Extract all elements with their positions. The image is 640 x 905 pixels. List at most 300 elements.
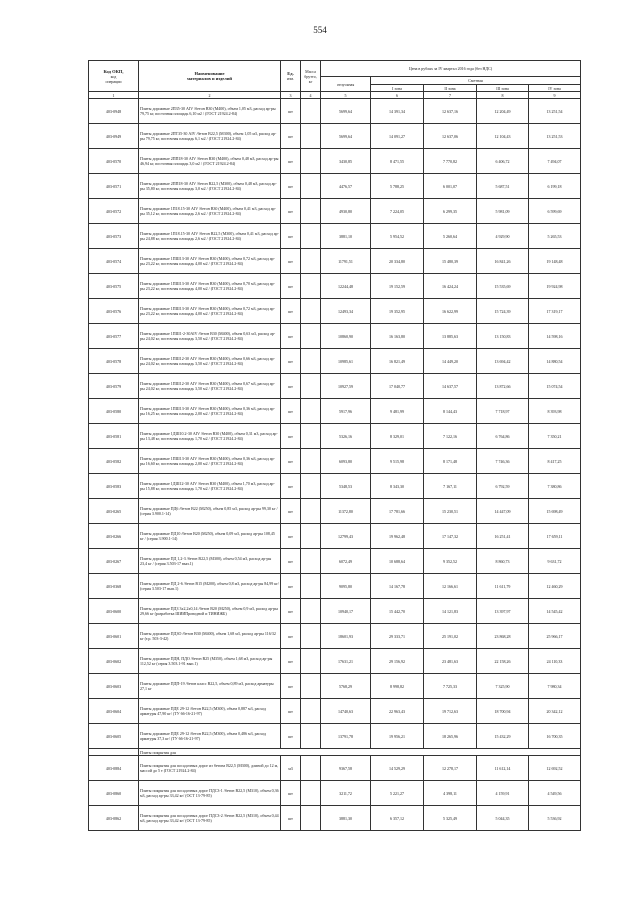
column-number: 8 [477,92,529,99]
row-price-otpusknaya: 17631,21 [321,649,371,674]
row-mass [301,399,321,424]
row-unit: шт [281,224,301,249]
row-price-zone-2: 13 885,63 [424,324,477,349]
row-code: 403-0603 [89,674,139,699]
row-price-zone-4: 8 417,25 [529,449,581,474]
row-price-otpusknaya: 12244,48 [321,274,371,299]
table-row [89,449,581,474]
row-mass [301,149,321,174]
row-price-otpusknaya: 4930,80 [321,199,371,224]
row-name: Плиты покрытия для посадочных дорог из бетона В22,5 (М300), длиной до 12 м, массой до 5 т (ГОСТ 21924.2-84) [139,756,281,781]
row-unit: шт [281,374,301,399]
row-price-zone-2: 7 122,16 [424,424,477,449]
row-mass [301,756,321,781]
row-mass [301,124,321,149]
row-name: Плиты дорожные 2ПП18-30 АIV /бетон В30 (М400), объем 0,48 м3, расход ар-ры 46,94 кг, посточная площадь 3,0 м2 / (ГОСТ 21924.2-84) [139,149,281,174]
header-zone-2: II зона [424,85,477,92]
row-price-zone-1: 16 821,49 [371,349,424,374]
row-name: Плиты дорожные ПД6 /бетон В22 (М250), объем 0,85 м3, расход ар-ры 99,30 кг / (серия 3.900.1-14) [139,499,281,524]
row-unit: шт [281,249,301,274]
row-code: 403-0576 [89,299,139,324]
row-price-zone-2: 5 260,64 [424,224,477,249]
row-price-zone-1: 14 529,29 [371,756,424,781]
row-price-otpusknaya: 11372,80 [321,499,371,524]
table-row [89,199,581,224]
header-name-subtitle: материалов и изделий [187,76,232,81]
row-price-zone-4: 25 966,17 [529,624,581,649]
row-price-otpusknaya: 10940,17 [321,599,371,624]
row-price-zone-3: 22 158,26 [477,649,529,674]
row-price-zone-3: 11 612,14 [477,756,529,781]
row-price-zone-3: 16 841,26 [477,249,529,274]
row-price-zone-3: 8 860,73 [477,549,529,574]
row-price-zone-2: 16 622,99 [424,299,477,324]
row-name: Плиты дорожные ПДП-19 /бетон класс В22,5, объем 0,89 м3, расход арматуры 27,1 кг [139,674,281,699]
header-otpusknaya: отпускная [321,77,371,92]
row-price-zone-2: 17 147,32 [424,524,477,549]
row-code: 403-0604 [89,699,139,724]
table-row [89,674,581,699]
row-name: Плиты дорожные ПД 2-6 /бетон В15 (М200), объем 0,8 м3, расход ар-ры 84,99 кг/ (серия 3.503-17 вып.1) [139,574,281,599]
table-row [89,699,581,724]
row-code: 403-0602 [89,649,139,674]
section-code-cell [89,749,139,756]
header-operation: операции [105,78,122,84]
row-code: 403-0578 [89,349,139,374]
row-unit: шт [281,474,301,499]
row-unit: шт [281,549,301,574]
row-price-otpusknaya: 10860,90 [321,324,371,349]
row-price-zone-4: 7 350,21 [529,424,581,449]
row-price-zone-2: 12 637,16 [424,99,477,124]
row-unit: шт [281,199,301,224]
row-price-zone-2: 9 352,52 [424,549,477,574]
row-price-zone-4: 15 698,49 [529,499,581,524]
row-unit: шт [281,724,301,749]
row-code: 403-0601 [89,624,139,649]
row-code: 403-0368 [89,574,139,599]
row-price-zone-2: 25 191,02 [424,624,477,649]
row-price-zone-4: 6 199,18 [529,174,581,199]
row-code: 403-0862 [89,806,139,831]
row-price-otpusknaya: 9367,58 [321,756,371,781]
row-price-zone-4: 17 659,11 [529,524,581,549]
row-price-zone-3: 6 792,59 [477,474,529,499]
table-row [89,299,581,324]
header-price-title: Цена в рублях за IV квартал 2016 года (без НДС) [321,61,581,77]
table-row [89,224,581,249]
section-row [89,749,581,756]
row-price-zone-1: 6 357,12 [371,806,424,831]
row-price-zone-3: 12 104,43 [477,124,529,149]
row-price-zone-4: 17 319,17 [529,299,581,324]
row-price-zone-2: 8 144,43 [424,399,477,424]
table-row [89,574,581,599]
row-price-otpusknaya: 12493,34 [321,299,371,324]
row-price-zone-1: 5 788,25 [371,174,424,199]
header-code-cell [89,61,139,92]
row-price-zone-4: 24 110,33 [529,649,581,674]
row-name: Плиты дорожные 1ПШ12-30 АIV /бетон В30 (М400), объем 0,67 м3, расход ар-ры 24,02 кг, посточная площадь 3,50 м2 / (ГОСТ 21924.2-84) [139,374,281,399]
row-price-zone-2: 23 481,63 [424,649,477,674]
row-price-zone-2: 7 770,82 [424,149,477,174]
row-name: Плиты дорожные 1ПШ13-30 АIV /бетон В30 (М400), объем 0,36 м3, расход ар-ры 16,60 кг, посточная площадь 2,00 м2 / (ГОСТ 21924.2-84) [139,449,281,474]
table-row [89,524,581,549]
row-mass [301,699,321,724]
header-mass-title: Масса [305,68,316,74]
header-unit-cell [281,61,301,92]
page-number: 554 [313,25,327,35]
column-number: 6 [371,92,424,99]
table-row [89,599,581,624]
header-zone-4: IV зона [529,85,581,92]
row-mass [301,449,321,474]
row-price-otpusknaya: 10985,61 [321,349,371,374]
row-unit: шт [281,524,301,549]
row-code: 403-0572 [89,199,139,224]
table-row [89,649,581,674]
table-row [89,624,581,649]
row-price-zone-3: 4 159,91 [477,781,529,806]
row-name: Плиты дорожные 1П18.15-30 АIV /бетон В30 (М400), объем 0,41 м3, расход ар-ры 35,12 кг, посточная площадь 2,6 м2 / (ГОСТ 21924.2-84) [139,199,281,224]
row-code: 403-0600 [89,599,139,624]
row-price-otpusknaya: 18601,93 [321,624,371,649]
row-price-zone-1: 10 688,64 [371,549,424,574]
row-price-otpusknaya: 10927,59 [321,374,371,399]
row-price-zone-4: 15 074,54 [529,374,581,399]
row-mass [301,374,321,399]
row-price-zone-4: 12 460,29 [529,574,581,599]
row-mass [301,574,321,599]
row-price-zone-3: 5 687,51 [477,174,529,199]
row-unit: шт [281,324,301,349]
header-okp-code: Код ОКП, [103,68,124,74]
row-price-otpusknaya: 5348,53 [321,474,371,499]
row-price-zone-2: 14 449,20 [424,349,477,374]
row-price-zone-3: 6 764,86 [477,424,529,449]
row-price-zone-3: 6 406,72 [477,149,529,174]
row-code: 403-0577 [89,324,139,349]
row-price-zone-4: 5 265,53 [529,224,581,249]
column-number: 5 [321,92,371,99]
row-mass [301,99,321,124]
row-mass [301,424,321,449]
row-price-zone-3: 7 325,90 [477,674,529,699]
row-price-zone-2: 12 278,17 [424,756,477,781]
row-price-zone-3: 7 746,36 [477,449,529,474]
row-price-zone-4: 5 536,92 [529,806,581,831]
row-name: Плиты дорожные 1ПШ13-30 АIV /бетон В30 (М400), объем 0,70 м3, расход ар-ры 23,22 кг, посточная площадь 4,00 м2 / (ГОСТ 21924.2-84) [139,274,281,299]
row-code: 403-0860 [89,781,139,806]
row-name: Плиты дорожные 1ДШ12-30 АIV /бетон В30 (М400), объем 1,70 м3, расход ар-ры 15,88 кг, посточная площадь 1,70 м2 / (ГОСТ 21924.2-84) [139,474,281,499]
header-smetnaya: Сметная [371,77,581,85]
row-price-zone-3: 15 432,29 [477,724,529,749]
row-price-zone-4: 13 251,53 [529,124,581,149]
column-number: 1 [89,92,139,99]
row-price-zone-1: 14 091,27 [371,124,424,149]
row-unit: шт [281,174,301,199]
table-row [89,399,581,424]
row-price-zone-4: 9 631,72 [529,549,581,574]
table-row [89,349,581,374]
row-price-zone-3: 13 150,83 [477,324,529,349]
row-price-zone-2: 12 637,06 [424,124,477,149]
row-price-zone-1: 29 333,71 [371,624,424,649]
row-price-otpusknaya: 3430,85 [321,149,371,174]
row-price-otpusknaya: 5917,96 [321,399,371,424]
row-mass [301,624,321,649]
row-code: 403-0580 [89,399,139,424]
row-unit: шт [281,499,301,524]
row-name: Плиты дорожные ПД 1,2-3 /бетон В22,5 (М300), объем 0,54 м3, расход ар-ры 23,4 кг / (серия 3.503-17 вып.1) [139,549,281,574]
table-row [89,324,581,349]
row-price-zone-4: 20 342,12 [529,699,581,724]
row-price-zone-2: 4 398,11 [424,781,477,806]
row-code: 403-0573 [89,224,139,249]
header-name-title: Наименование [194,71,225,76]
row-price-zone-1: 19 352,95 [371,299,424,324]
row-code: 403-0579 [89,374,139,399]
table-row [89,274,581,299]
header-unit-sub: изм. [286,76,295,81]
row-price-zone-2: 14 121,83 [424,599,477,624]
row-name: Плиты дорожные ПДЕ 29-12 /бетон В22,5 (М300), объем 0,486 м3, расход арматуры 37,3 кг/ (ТУ 66-16-21-97) [139,724,281,749]
column-number: 9 [529,92,581,99]
row-price-zone-2: 7 167,11 [424,474,477,499]
row-unit: шт [281,299,301,324]
table-body [89,99,581,831]
row-code: 403-0884 [89,756,139,781]
row-price-zone-1: 19 152,59 [371,274,424,299]
row-price-zone-1: 9 481,99 [371,399,424,424]
row-name: Плиты дорожные 1ПШ12-30 АIV /бетон В30 (М400), объем 0,66 м3, расход ар-ры 24,02 кг, посточная площадь 3,50 м2 / (ГОСТ 21924.2-84) [139,349,281,374]
column-number: 2 [139,92,281,99]
row-price-zone-1: 19 962,48 [371,524,424,549]
row-price-otpusknaya: 9095,80 [321,574,371,599]
row-unit: шт [281,449,301,474]
row-code: 403-0267 [89,549,139,574]
row-unit: шт [281,124,301,149]
row-mass [301,499,321,524]
row-price-otpusknaya: 6093,80 [321,449,371,474]
row-price-zone-2: 16 424,24 [424,274,477,299]
row-price-zone-1: 5 954,52 [371,224,424,249]
row-price-zone-4: 8 393,98 [529,399,581,424]
row-unit: шт [281,624,301,649]
row-name: Плиты дорожные 1ДШ10.2-30 АIV /бетон В30 (М400), объем 0,31 м3, расход ар-ры 13,48 кг, посточная площадь 1,70 м2 / (ГОСТ 21924.2-84) [139,424,281,449]
header-zone-1: I зона [371,85,424,92]
row-unit: м3 [281,756,301,781]
row-price-zone-4: 7 980,34 [529,674,581,699]
row-mass [301,324,321,349]
row-price-zone-3: 4 929,90 [477,224,529,249]
row-name: Плиты дорожные 1ПШ13-30 АIV /бетон В30 (М400), объем 0,72 м3, расход ар-ры 23,22 кг, посточная площадь 4,00 м2 / (ГОСТ 21924.2-84) [139,299,281,324]
row-code: 403-0583 [89,474,139,499]
row-mass [301,674,321,699]
row-price-zone-4: 7 380,86 [529,474,581,499]
row-price-zone-2: 12 166,61 [424,574,477,599]
row-price-zone-1: 15 442,70 [371,599,424,624]
table-row [89,149,581,174]
row-price-zone-3: 18 700,94 [477,699,529,724]
row-price-zone-1: 8 471,55 [371,149,424,174]
row-price-zone-3: 11 611,79 [477,574,529,599]
row-price-zone-4: 6 599,69 [529,199,581,224]
row-price-otpusknaya: 11791,51 [321,249,371,274]
row-unit: шт [281,574,301,599]
row-price-zone-1: 29 156,92 [371,649,424,674]
row-unit: шт [281,674,301,699]
row-price-zone-1: 19 956,21 [371,724,424,749]
row-price-zone-3: 5 044,35 [477,806,529,831]
row-unit: шт [281,274,301,299]
row-mass [301,299,321,324]
row-price-otpusknaya: 3211,72 [321,781,371,806]
row-price-zone-4: 4 549,56 [529,781,581,806]
column-number-row [89,92,581,99]
header-unit-title: Ед. [287,71,294,76]
table-row [89,424,581,449]
column-number: 3 [281,92,301,99]
row-price-zone-2: 5 325,49 [424,806,477,831]
row-price-zone-2: 19 712,63 [424,699,477,724]
row-price-otpusknaya: 5768,29 [321,674,371,699]
price-table [88,60,581,831]
row-price-zone-2: 15 480,39 [424,249,477,274]
row-price-zone-2: 8 171,48 [424,449,477,474]
row-price-zone-4: 7 494,07 [529,149,581,174]
row-code: 403-0581 [89,424,139,449]
row-name: Плиты дорожные ПДЗ 3х2,2х0,14 /бетон В20 (М250), объем 0,9 м3, расход ар-ры 29,66 кг (разработка ШИИПроводной и ТИНИЖБ) [139,599,281,624]
row-price-zone-1: 9 515,98 [371,449,424,474]
row-price-zone-1: 17 040,77 [371,374,424,399]
row-mass [301,474,321,499]
row-price-otpusknaya: 12799,43 [321,524,371,549]
row-price-zone-3: 13 397,97 [477,599,529,624]
row-unit: шт [281,349,301,374]
header-mass-sub2: кг [308,78,313,84]
table-row [89,174,581,199]
table-row [89,249,581,274]
row-price-zone-2: 14 637,57 [424,374,477,399]
row-price-otpusknaya: 3881,10 [321,224,371,249]
table-row [89,99,581,124]
row-code: 403-0949 [89,124,139,149]
row-code: 403-0575 [89,274,139,299]
row-mass [301,781,321,806]
row-unit: шт [281,599,301,624]
table-row [89,781,581,806]
column-number: 7 [424,92,477,99]
row-name: Плиты дорожные ПДЕ 29-12 /бетон В22,5 (М300), объем 0,887 м3, расход арматуры 47,90 кг/ (ТУ 66-16-21-97) [139,699,281,724]
row-unit: шт [281,806,301,831]
table-row [89,806,581,831]
row-price-otpusknaya: 6072,49 [321,549,371,574]
row-name: Плиты дорожные ПДН, ПДО /бетон В25 (М350), объем 1,68 м3, расход ар-ры 112,52 кг (серия 3.503.1-91 вып.1) [139,649,281,674]
table-row [89,124,581,149]
row-name: Плиты дорожные 1ПШ13-30 АIV /бетон В30 (М400), объем 0,36 м3, расход ар-ры 16,25 кг, посточная площадь 2,00 м2 / (ГОСТ 21924.2-84) [139,399,281,424]
row-price-zone-3: 23 868,28 [477,624,529,649]
row-price-zone-1: 14 167,78 [371,574,424,599]
row-price-zone-1: 8 329,01 [371,424,424,449]
row-price-zone-3: 5 981,09 [477,199,529,224]
row-price-otpusknaya: 5699,64 [321,124,371,149]
row-price-otpusknaya: 5699,64 [321,99,371,124]
table-row [89,474,581,499]
row-mass [301,549,321,574]
table-row [89,499,581,524]
row-price-zone-4: 14 880,54 [529,349,581,374]
row-name: Плиты дорожные 1П18.15-30 АIV /бетон В22,5 (М300), объем 0,41 м3, расход ар-ры 24,88 кг, посточная площадь 2,6 м2 / (ГОСТ 21924.2-84) [139,224,281,249]
row-mass [301,274,321,299]
row-price-zone-4: 19 924,98 [529,274,581,299]
row-price-zone-3: 7 718,97 [477,399,529,424]
row-code: 403-0571 [89,174,139,199]
row-price-zone-4: 12 692,52 [529,756,581,781]
row-name: Плиты дорожные 1ПШ1-2-30АIV /бетон В30 (М400), объем 0,63 м3, расход ар-ры 24,02 кг, посточная площадь 3,50 м2 / (ГОСТ 21924.2-84) [139,324,281,349]
row-price-zone-1: 7 224,05 [371,199,424,224]
row-name: Плиты дорожные 2ПП18-30 АIV /бетон В22,5 (М300), объем 0,48 м3, расход ар-ры 35,80 кг, посточная площадь 3,0 м2 / (ГОСТ 21924.2-84) [139,174,281,199]
row-unit: шт [281,699,301,724]
header-zone-3: III зона [477,85,529,92]
header-name-cell [139,61,281,92]
row-price-otpusknaya: 13791,78 [321,724,371,749]
row-code: 403-0582 [89,449,139,474]
row-mass [301,599,321,624]
row-price-otpusknaya: 14740,63 [321,699,371,724]
row-price-zone-1: 22 963,43 [371,699,424,724]
row-name: Плиты покрытия для посадочных дорог ПДС3-2 /бетон В22,5 (М310), объем 0,44 м3, расход ар-ры 33,42 кг/ (ОСТ 13-79-85) [139,806,281,831]
row-price-zone-3: 12 204,49 [477,99,529,124]
row-unit: шт [281,424,301,449]
column-number: 4 [301,92,321,99]
table-row [89,756,581,781]
row-price-zone-3: 13 872,66 [477,374,529,399]
row-mass [301,249,321,274]
row-code: 403-0570 [89,149,139,174]
table-row [89,549,581,574]
row-price-otpusknaya: 4476,57 [321,174,371,199]
header-mass-sub1: брутто, [304,73,317,79]
row-price-zone-3: 14 447,09 [477,499,529,524]
row-name: Плиты дорожные 2П35-30 АIV /бетон В30 (М400), объем 1,05 м3, расход ар-ры 79,75 кг, посточная площадь 6,10 м2 / (ГОСТ 21924.2-84) [139,99,281,124]
row-code: 403-0605 [89,724,139,749]
row-code: 403-0948 [89,99,139,124]
row-mass [301,199,321,224]
row-unit: шт [281,399,301,424]
row-price-otpusknaya: 5326,16 [321,424,371,449]
row-price-zone-3: 15 724,39 [477,299,529,324]
row-price-zone-2: 18 265,96 [424,724,477,749]
row-price-zone-2: 6 001,07 [424,174,477,199]
row-price-zone-4: 19 148,48 [529,249,581,274]
row-name: Плиты дорожные 1ПШ13-30 АIV /бетон В30 (М400), объем 0,72 м3, расход ар-ры 23,22 кг, посточная площадь 4,00 м2 / (ГОСТ 21924.2-84) [139,249,281,274]
table-row [89,724,581,749]
row-price-zone-1: 14 391,34 [371,99,424,124]
row-price-zone-1: 16 163,80 [371,324,424,349]
row-name: Плиты дорожные ПД10 /бетон В20 (М250), объем 0,09 м3, расход ар-ры 108,45 кг / (серия 3.900.1-14) [139,524,281,549]
row-price-zone-3: 15 535,69 [477,274,529,299]
row-price-zone-1: 5 221,27 [371,781,424,806]
row-name: Плиты дорожные ПДЗО /бетон В30 (М400), объем 1,68 м3, расход ар-ры 116/32 кг (т.р. 503-3-42) [139,624,281,649]
row-code: 403-0265 [89,499,139,524]
row-mass [301,524,321,549]
row-price-zone-1: 20 334,80 [371,249,424,274]
row-price-zone-3: 16 251,41 [477,524,529,549]
table-row [89,374,581,399]
row-price-zone-3: 13 694,42 [477,349,529,374]
row-mass [301,174,321,199]
